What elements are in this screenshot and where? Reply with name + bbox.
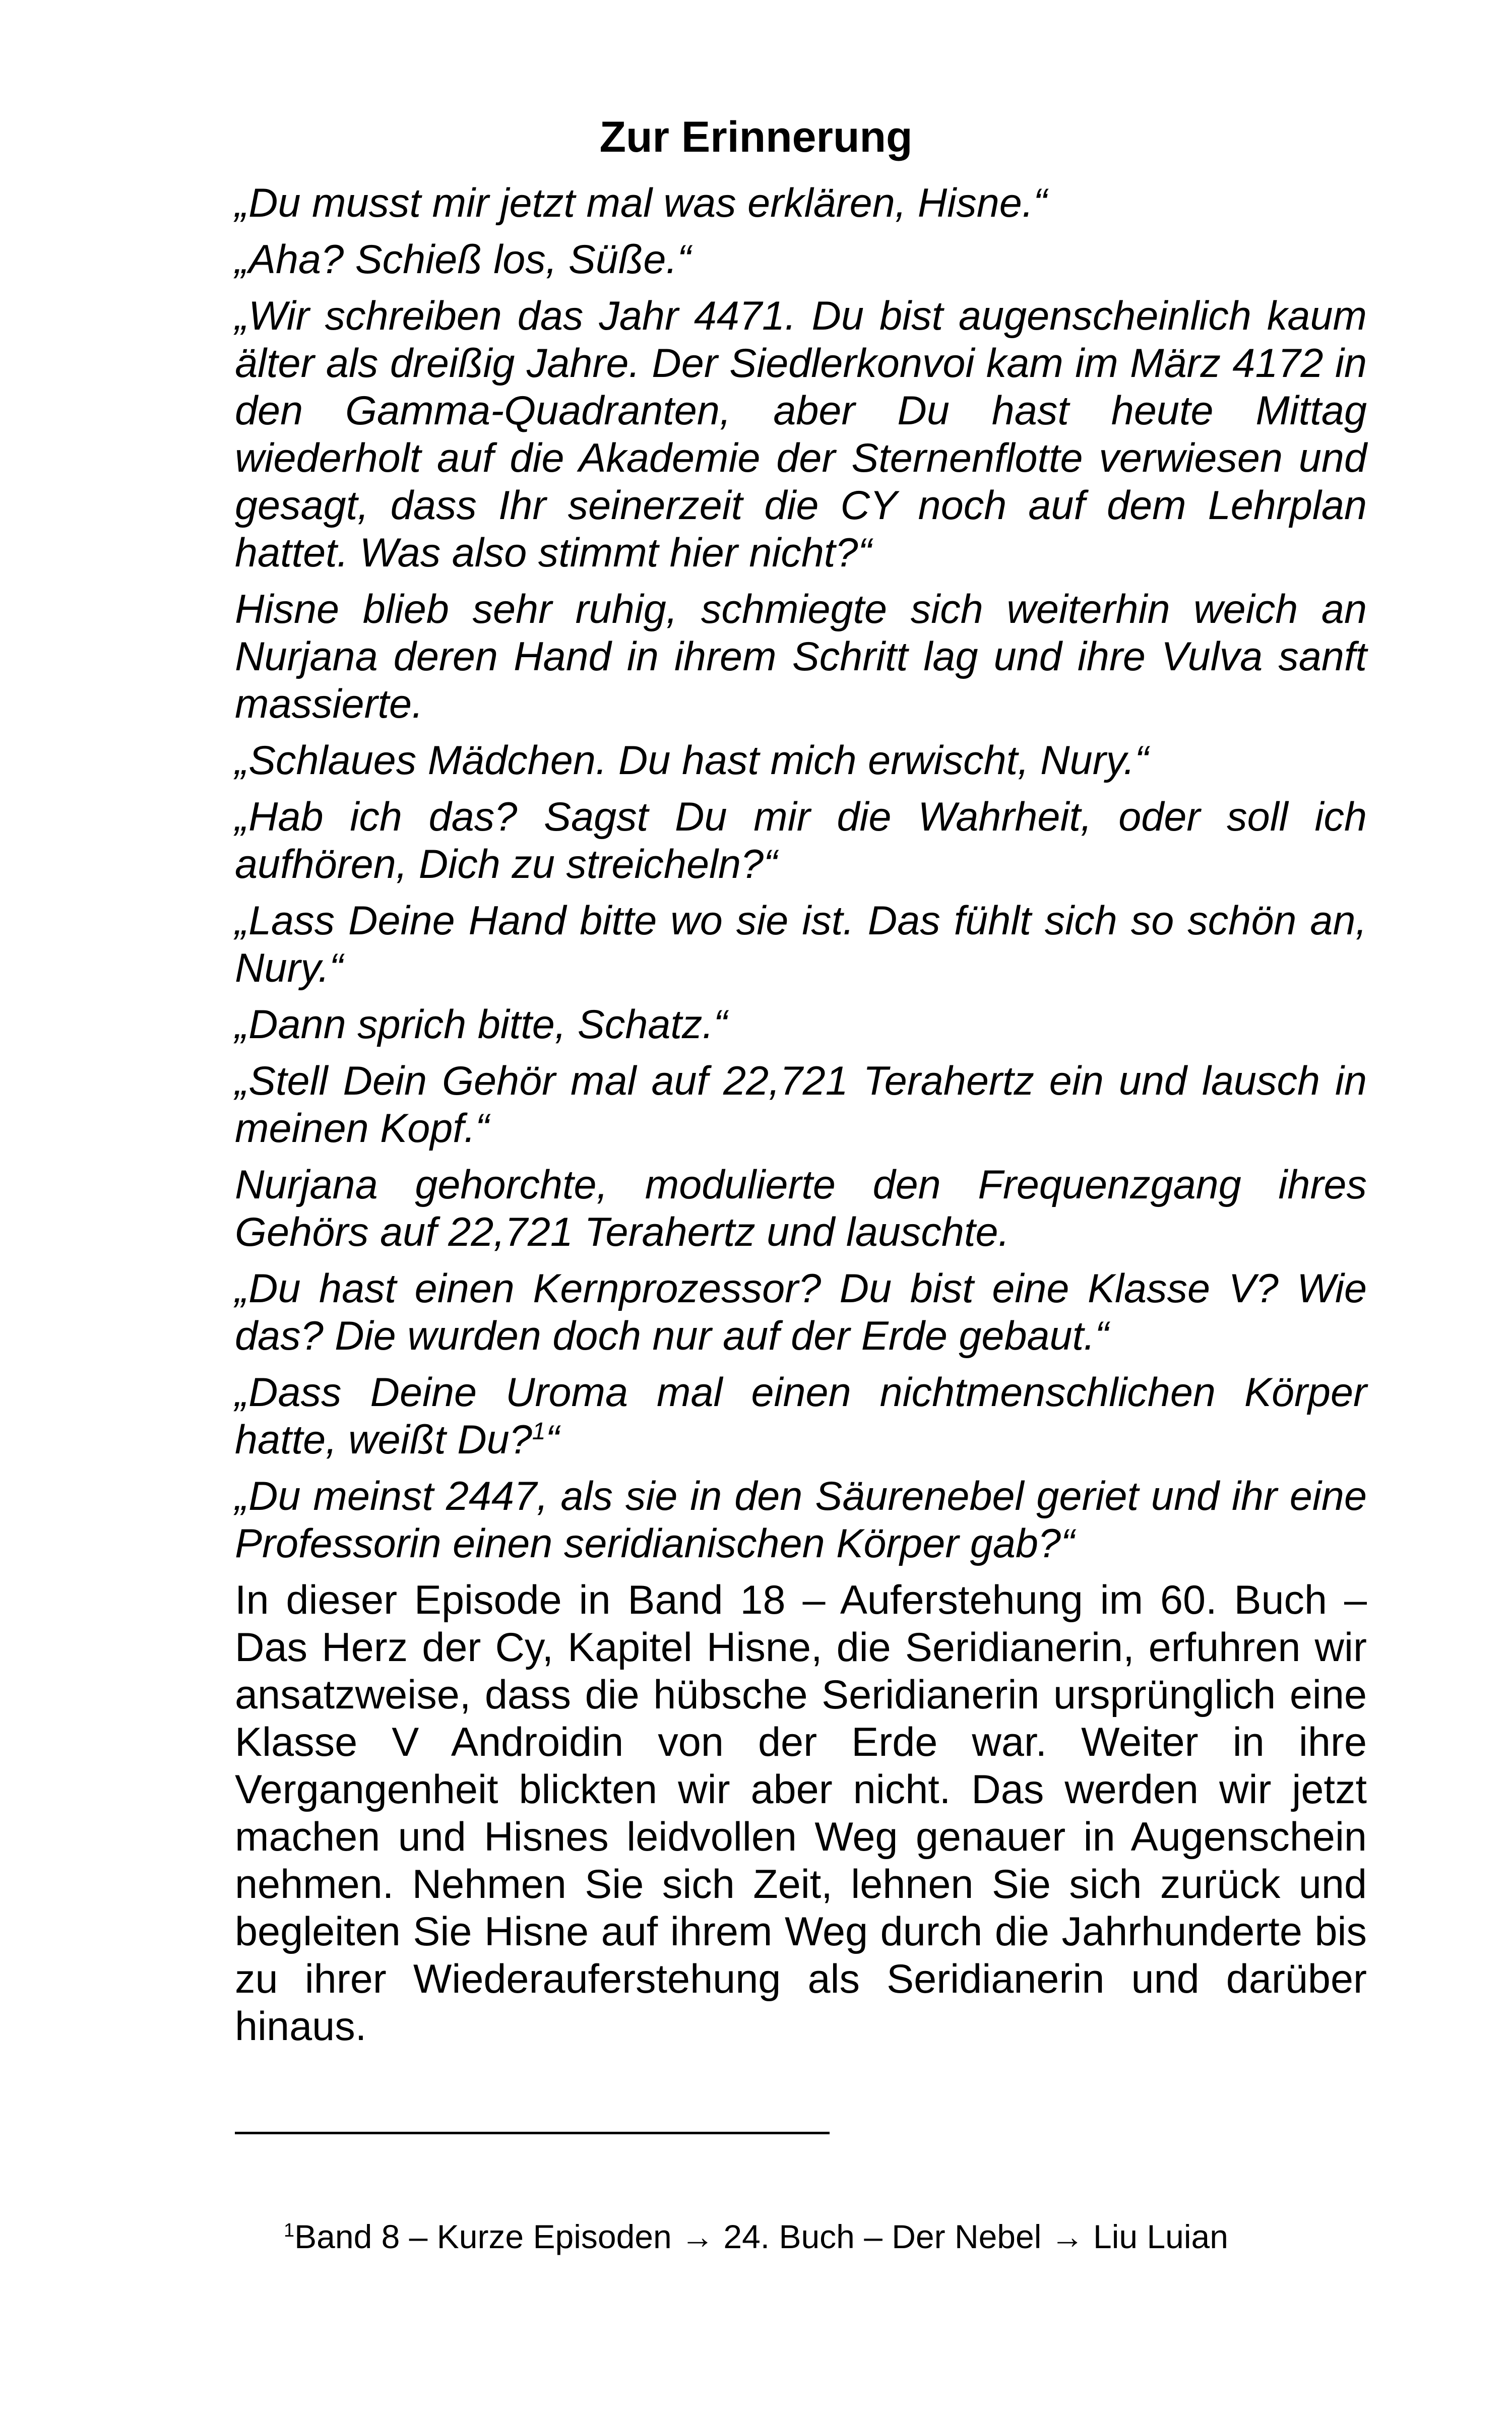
paragraph-11: „Du hast einen Kernprozessor? Du bist eine Klasse V? Wie das? Die wurden doch nur auf der Erde gebaut.“ [235,1266,1367,1359]
paragraph-3: „Wir schreiben das Jahr 4471. Du bist augenscheinlich kaum älter als dreißig Jahre. Der Siedlerkonvoi kam im März 4172 in den Gamma-Quadranten, aber Du hast heute Mittag wiederholt auf die Akademie der Sternenflotte verwiesen und gesagt, dass Ihr seinerzeit die CY noch auf dem Lehrplan hattet. Was also stimmt hier nicht?“ [235,293,1367,576]
footnote-separator [235,2132,830,2134]
paragraph-4: Hisne blieb sehr ruhig, schmiegte sich weiterhin weich an Nurjana deren Hand in ihrem Schritt lag und ihre Vulva sanft massierte. [235,587,1367,727]
footnote [0,2216,1512,2257]
paragraph-12-closing-quote: “ [545,1417,559,1462]
body-text [235,179,1367,2059]
paragraph-5: „Schlaues Mädchen. Du hast mich erwischt, Nury.“ [235,738,1149,783]
paragraph-13: „Du meinst 2447, als sie in den Säurenebel geriet und ihr eine Professorin einen seridianischen Körper gab?“ [235,1474,1367,1566]
paragraph-9: „Stell Dein Gehör mal auf 22,721 Terahertz ein und lausch in meinen Kopf.“ [235,1058,1367,1151]
paragraph-2: „Aha? Schieß los, Süße.“ [235,237,691,282]
paragraph-12 [235,1369,1367,1464]
paragraph-7: „Lass Deine Hand bitte wo sie ist. Das fühlt sich so schön an, Nury.“ [235,898,1367,991]
paragraph-1: „Du musst mir jetzt mal was erklären, Hisne.“ [235,180,1047,226]
paragraph-8: „Dann sprich bitte, Schatz.“ [235,1002,727,1047]
footnote-text: Band 8 – Kurze Episoden → 24. Buch – Der Nebel → Liu Luian [294,2218,1228,2255]
footnote-marker: 1 [284,2220,295,2241]
page-title: Zur Erinnerung [599,113,913,161]
footnote-reference[interactable]: 1 [532,1418,546,1445]
paragraph-14: In dieser Episode in Band 18 – Auferstehung im 60. Buch – Das Herz der Cy, Kapitel Hisne, die Seridianerin, erfuhren wir ansatzweise, dass die hübsche Seridianerin ursprünglich eine Klasse V Androidin von der Erde war. Weiter in ihre Vergangenheit blickten wir aber nicht. Das werden wir jetzt machen und Hisnes leidvollen Weg genauer in Augenschein nehmen. Nehmen Sie sich Zeit, lehnen Sie sich zurück und begleiten Sie Hisne auf ihrem Weg durch die Jahrhunderte bis zu ihrer Wiederauferstehung als Seridianerin und darüber hinaus. [235,1577,1367,2049]
paragraph-12-text: „Dass Deine Uroma mal einen nichtmenschlichen Körper hatte, weißt Du? [235,1370,1367,1462]
paragraph-6: „Hab ich das? Sagst Du mir die Wahrheit, oder soll ich aufhören, Dich zu streicheln?“ [235,794,1367,887]
paragraph-10: Nurjana gehorchte, modulierte den Frequenzgang ihres Gehörs auf 22,721 Terahertz und lauschte. [235,1162,1367,1255]
